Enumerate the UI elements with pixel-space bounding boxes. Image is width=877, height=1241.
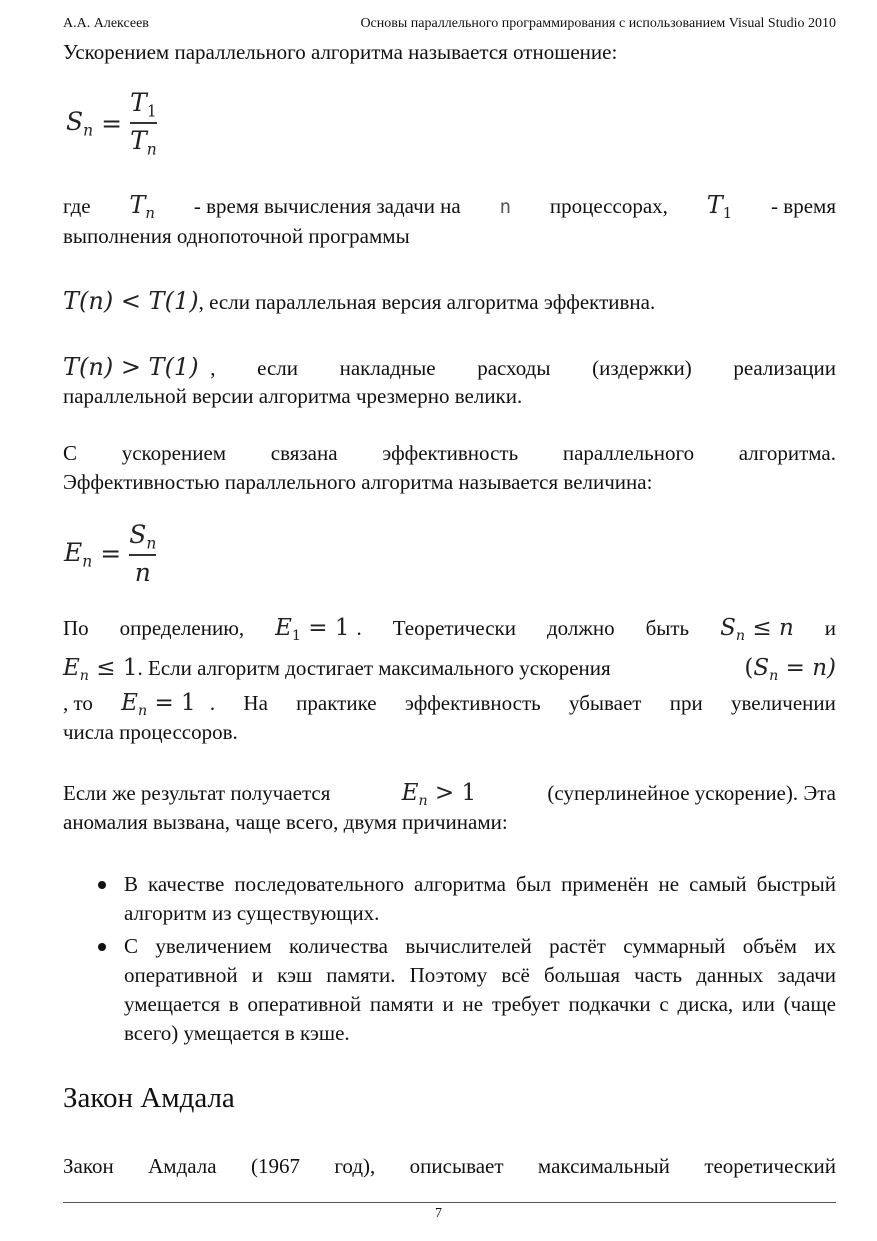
- formula-eq: =: [101, 108, 123, 138]
- header-author: А.А. Алексеев: [63, 16, 149, 31]
- p4-line1: T(n) > T(1) , если накладные расходы (издержки) реализации: [63, 353, 836, 381]
- formula-lhs: $E_n$: [64, 537, 93, 570]
- p5-line1: С ускорением связана эффективность параллельного алгоритма.: [63, 441, 836, 465]
- bullet-icon: [98, 881, 106, 889]
- list-item: В качестве последовательного алгоритма был применён не самый быстрый алгоритм из существующих.: [63, 870, 836, 928]
- bullet-icon: [98, 943, 106, 951]
- inequality-less: T(n) < T(1): [63, 287, 199, 315]
- formula-lhs: $S_n$: [66, 107, 94, 140]
- efficiency-formula: [64, 520, 156, 587]
- fraction-denominator: n: [134, 558, 151, 588]
- reasons-list: [63, 870, 836, 1052]
- fraction-denominator: $T_n$: [130, 126, 157, 159]
- speedup-intro: Ускорением параллельного алгоритма называется отношение:: [63, 40, 618, 64]
- p6-line2: $E_n \le 1$. Если алгоритм достигает максимального ускорения $(S_n = n)$: [63, 655, 836, 684]
- p6-line4: числа процессоров.: [63, 720, 238, 744]
- p7-line2: аномалия вызвана, чаще всего, двумя причинами:: [63, 810, 508, 834]
- formula-eq: =: [100, 539, 122, 569]
- p2-line2: выполнения однопоточной программы: [63, 224, 410, 248]
- page-number: 7: [435, 1206, 442, 1221]
- p4-line2: параллельной версии алгоритма чрезмерно велики.: [63, 384, 523, 408]
- footer-rule: [63, 1202, 836, 1203]
- p6-line1: По определению, $E_1 = 1$ . Теоретически должно быть $S_n \le n$ и: [63, 615, 836, 644]
- formula-fraction: [130, 88, 157, 159]
- fraction-bar: [130, 122, 157, 124]
- p3: T(n) < T(1), если параллельная версия алгоритма эффективна.: [63, 287, 656, 315]
- p2-line1: где $T_n$ - время вычисления задачи на n процессорах, $T_1$ - время: [63, 191, 836, 223]
- fraction-bar: [129, 554, 156, 556]
- p5-line2: Эффективностью параллельного алгоритма называется величина:: [63, 470, 653, 494]
- list-item: С увеличением количества вычислителей растёт суммарный объём их оперативной и кэш памяти. Поэтому всё большая часть данных задачи умещается в оперативной памяти и не требует подкачки с диска, или (чаще всего) умещается в кэше.: [63, 932, 836, 1048]
- formula-fraction: [129, 520, 156, 587]
- inequality-greater: T(n) > T(1): [63, 353, 199, 381]
- fraction-numerator: $S_n$: [129, 520, 157, 553]
- header-title: Основы параллельного программирования с использованием Visual Studio 2010: [360, 16, 836, 31]
- p6-line3: , то $E_n = 1$ . На практике эффективность убывает при увеличении: [63, 690, 836, 719]
- amdahl-intro: Закон Амдала (1967 год), описывает максимальный теоретический: [63, 1154, 836, 1178]
- speedup-formula: [66, 88, 157, 159]
- fraction-numerator: $T_1$: [130, 88, 157, 121]
- section-heading: Закон Амдала: [63, 1082, 235, 1114]
- p7-line1: Если же результат получается $E_n > 1$ (суперлинейное ускорение). Эта: [63, 780, 836, 809]
